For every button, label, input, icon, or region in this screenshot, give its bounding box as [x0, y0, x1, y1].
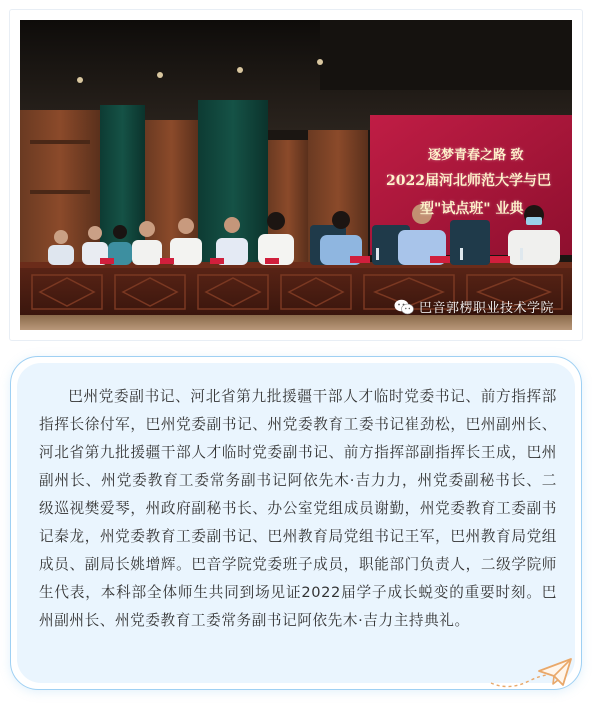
banner-line-1: 逐梦青春之路 致	[428, 148, 524, 163]
article-card	[10, 356, 582, 690]
wechat-icon	[394, 299, 414, 315]
banner-line-3: 型"试点班" 业典	[420, 201, 524, 217]
watermark	[394, 297, 554, 316]
photo-frame	[10, 10, 582, 340]
watermark-text: 巴音郭楞职业技术学院	[418, 301, 554, 316]
article-paragraph: 巴州党委副书记、河北省第九批援疆干部人才临时党委书记、前方指挥部指挥长徐付军，巴州党委副书记、州党委教育工委书记崔劲松，巴州副州长、河北省第九批援疆干部人才临时党委副书记、前方指挥部副指挥长王成，巴州副州长、州党委教育工委常务副书记阿依先木·吉力力，州党委副秘书长、二级巡视樊爱琴，州政府副秘书长、办公室党组成员谢勤，州党委教育工委副书记秦龙，州党委教育工委副书记、巴州教育局党组书记王军，巴州教育局党组成员、副局长姚增辉。巴音学院党委班子成员，职能部门负责人，二级学院师生代表，本科部全体师生共同到场见证2022届学子成长蜕变的重要时刻。巴州副州长、州党委教育工委常务副书记阿依先木·吉力主持典礼。	[39, 388, 557, 629]
paper-plane-icon	[535, 655, 575, 689]
ceremony-photo	[20, 20, 572, 330]
banner-line-2: 2022届河北师范大学与巴	[386, 173, 551, 189]
article-card-inner	[17, 363, 575, 683]
